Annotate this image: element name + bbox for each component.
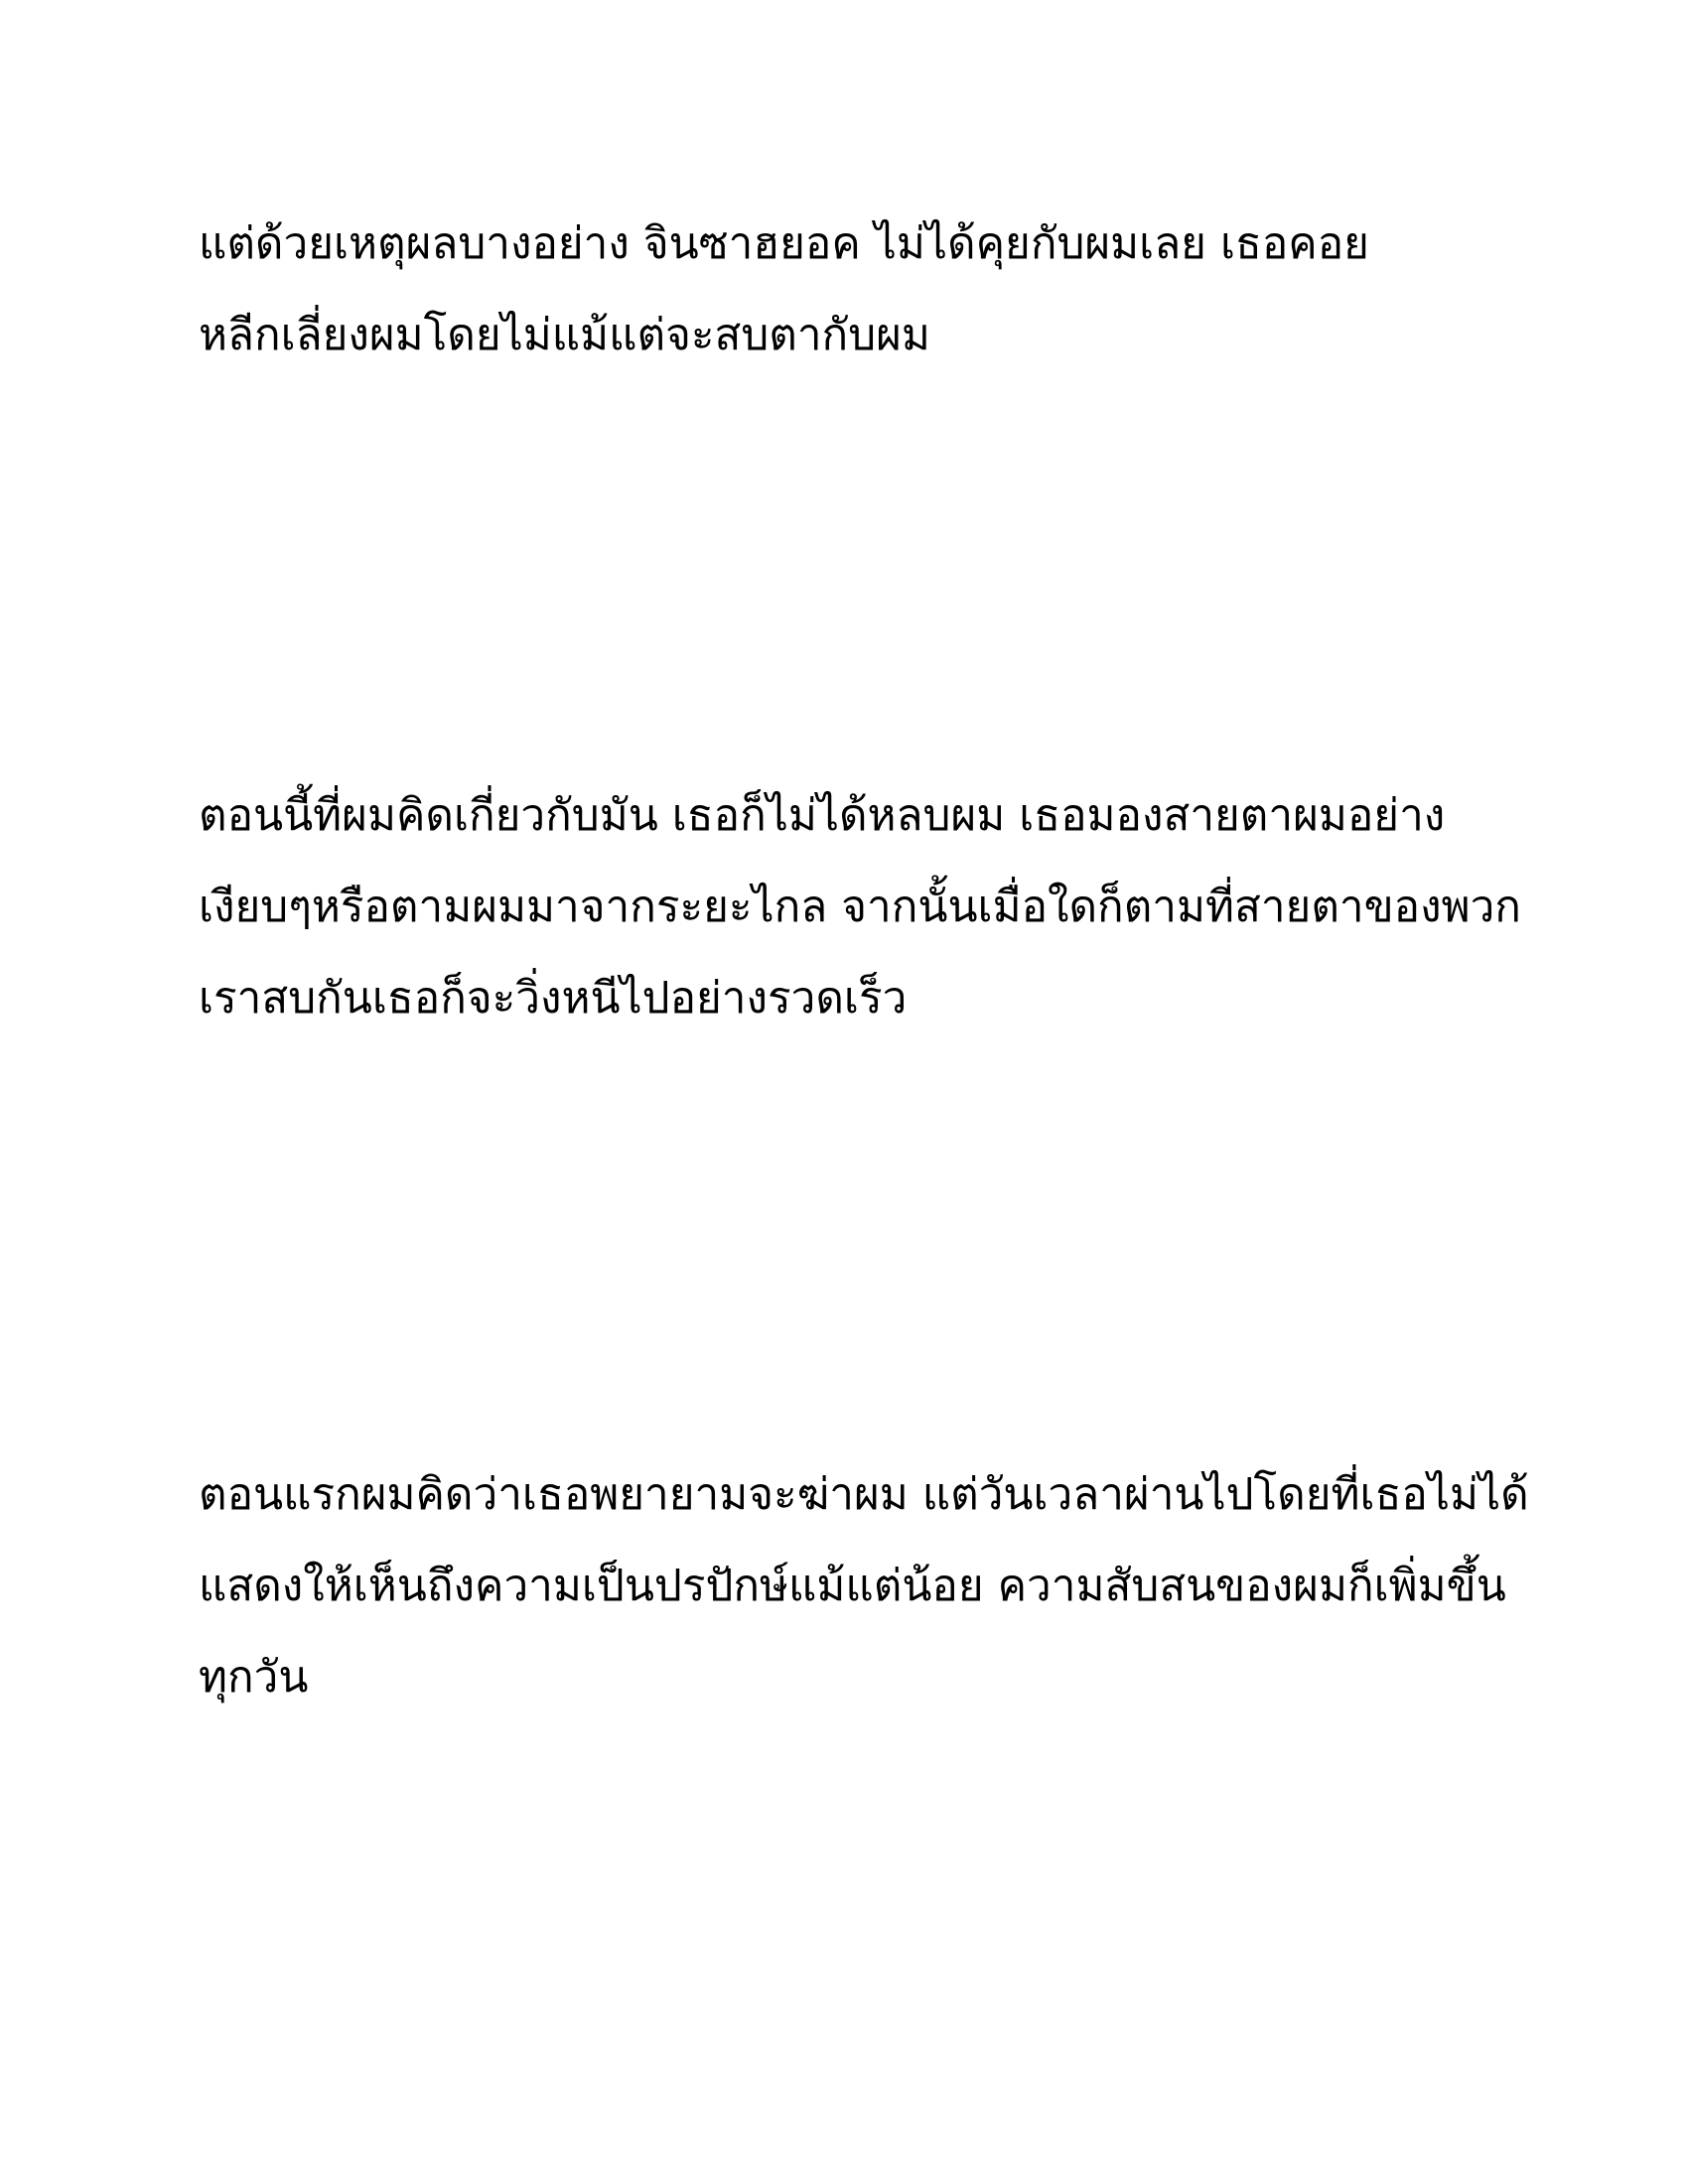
paragraph-line: ทุกวัน (199, 1652, 309, 1703)
paragraph-line: แสดงให้เห็นถึงความเป็นปรปักษ์แม้แต่น้อย ความสับสนของผมก็เพิ่มขึ้น (199, 1561, 1506, 1611)
paragraph-line: ตอนนี้ที่ผมคิดเกี่ยวกับมัน เธอก็ไม่ได้หลบผม เธอมองสายตาผมอย่าง (199, 790, 1446, 841)
paragraph-line: หลีกเลี่ยงผมโดยไม่แม้แต่จะสบตากับผม (199, 310, 930, 360)
paragraph-line: เราสบกันเธอก็จะวิ่งหนีไปอย่างรวดเร็ว (199, 973, 908, 1024)
paragraph-line: เงียบๆหรือตามผมมาจากระยะไกล จากนั้นเมื่อใดก็ตามที่สายตาของพวก (199, 882, 1521, 932)
paragraph-3 (199, 1449, 1529, 1723)
paragraph-2 (199, 770, 1521, 1044)
paragraph-line: ตอนแรกผมคิดว่าเธอพยายามจะฆ่าผม แต่วันเวลาผ่านไปโดยที่เธอไม่ได้ (199, 1469, 1529, 1520)
paragraph-line: แต่ด้วยเหตุผลบางอย่าง จินซาฮยอค ไม่ได้คุยกับผมเลย เธอคอย (199, 218, 1369, 269)
paragraph-1 (199, 199, 1509, 381)
